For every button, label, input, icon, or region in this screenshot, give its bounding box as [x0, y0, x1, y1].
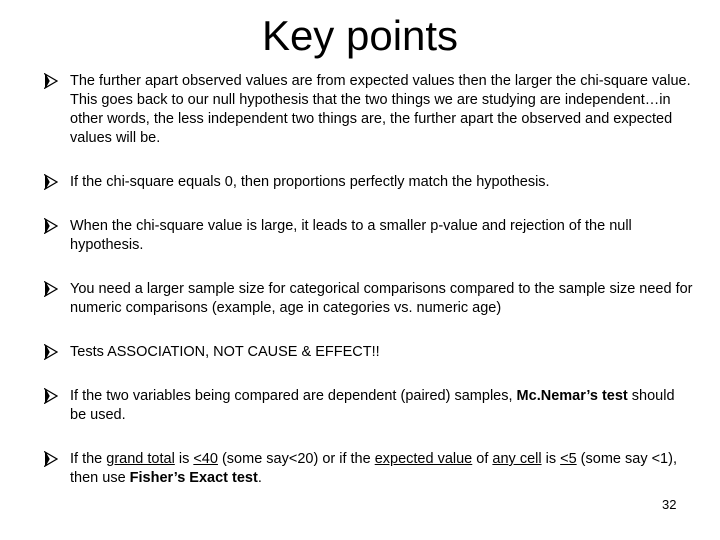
bullet-text-part: of — [472, 451, 493, 467]
bullet-text: The further apart observed values are from expected values then the larger the chi-square value. This goes back to our null hypothesis that the two things we are studying are independent…in other words, the less independent two things are, the further apart the observed and expected values will be. — [70, 73, 691, 146]
bullet-text-part: is — [541, 451, 561, 467]
arrow-bullet-icon — [44, 388, 58, 404]
bullet-text — [70, 388, 675, 423]
bullet-item — [44, 450, 694, 488]
bullet-text-part: should be used. — [70, 388, 675, 423]
underlined-term: grand total — [106, 451, 175, 467]
arrow-bullet-icon — [44, 281, 58, 297]
bullet-item — [44, 217, 694, 255]
bullet-text: When the chi-square value is large, it leads to a smaller p-value and rejection of the null hypothesis. — [70, 218, 632, 253]
bullet-text: You need a larger sample size for categorical comparisons compared to the sample size need for numeric comparisons (example, age in categories vs. numeric age) — [70, 281, 693, 316]
bullet-text-part: If the two variables being compared are dependent (paired) samples, — [70, 388, 517, 404]
bold-term: Mc.Nemar’s test — [516, 388, 628, 404]
bullet-item — [44, 173, 694, 192]
slide-title: Key points — [261, 12, 459, 59]
bullet-text: If the chi-square equals 0, then proportions perfectly match the hypothesis. — [70, 174, 550, 190]
arrow-bullet-icon — [44, 73, 58, 89]
underlined-term: <40 — [193, 451, 218, 467]
bullet-item — [44, 72, 694, 148]
page-number: 32 — [662, 497, 677, 512]
underlined-term: expected value — [374, 451, 473, 467]
bullet-text: Tests ASSOCIATION, NOT CAUSE & EFFECT!! — [70, 344, 380, 360]
bullet-text-part: If the — [70, 451, 107, 467]
bullet-text-part: (some say<20) or if the — [217, 451, 375, 467]
underlined-term: <5 — [560, 451, 577, 467]
arrow-bullet-icon — [44, 174, 58, 190]
underlined-term: any cell — [492, 451, 542, 467]
bullet-text-part: (some say <1), then use — [70, 451, 677, 486]
bullet-item — [44, 280, 694, 318]
bold-term: Fisher’s Exact test — [129, 470, 258, 486]
bullet-text-part: is — [174, 451, 194, 467]
bullet-list — [44, 72, 694, 488]
arrow-bullet-icon — [44, 451, 58, 467]
bullet-item — [44, 387, 694, 425]
arrow-bullet-icon — [44, 218, 58, 234]
bullet-text-part: . — [257, 470, 262, 486]
bullet-text — [70, 451, 677, 486]
bullet-item — [44, 343, 694, 362]
arrow-bullet-icon — [44, 344, 58, 360]
